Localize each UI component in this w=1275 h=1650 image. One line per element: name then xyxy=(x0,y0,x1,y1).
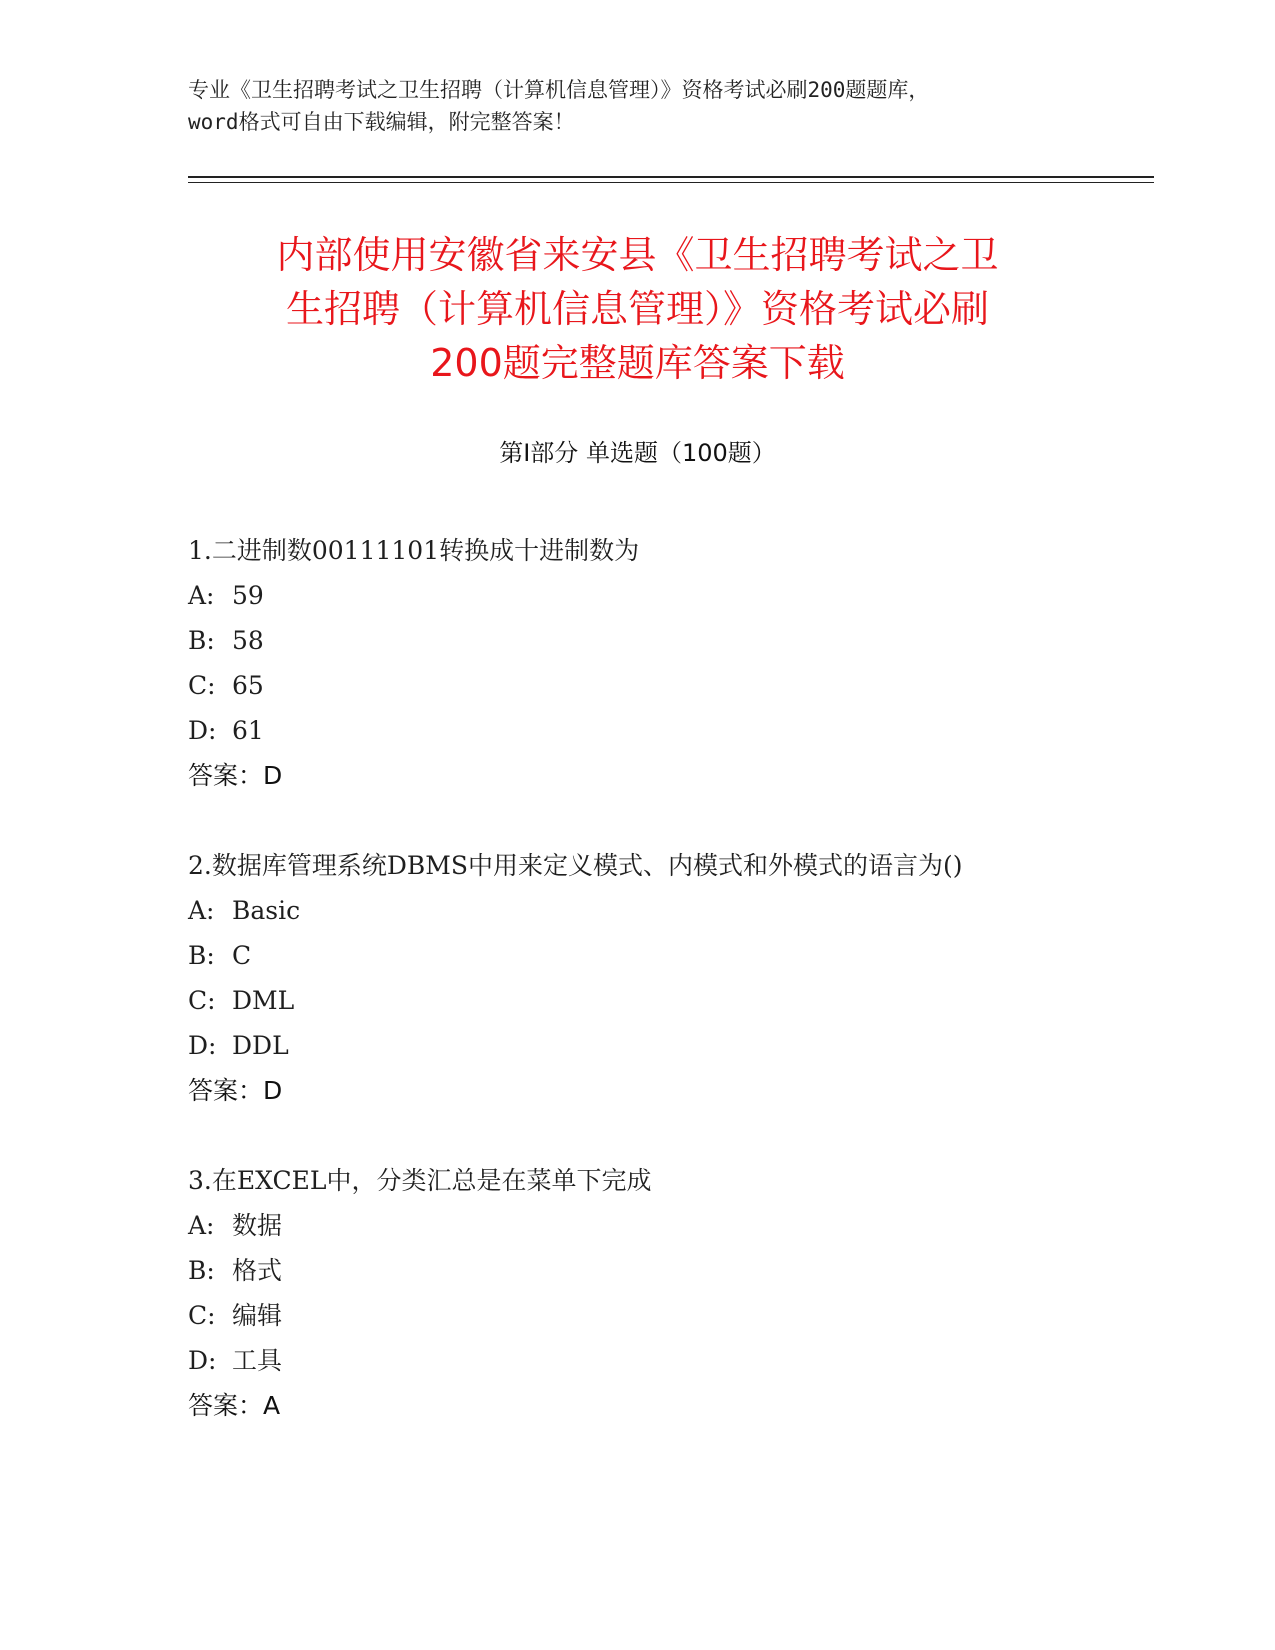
option-c xyxy=(188,1293,1088,1338)
title-line-2: 生招聘（计算机信息管理）》资格考试必刷 xyxy=(285,287,989,331)
option-d xyxy=(188,1023,1088,1068)
header-divider-thick xyxy=(188,176,1154,178)
header-line-1: 专业《卫生招聘考试之卫生招聘（计算机信息管理）》资格考试必刷200题题库， xyxy=(188,78,930,102)
title-line-3: 200题完整题库答案下载 xyxy=(430,341,845,385)
option-d xyxy=(188,1338,1088,1383)
option-label: A: xyxy=(188,896,215,925)
option-text: 59 xyxy=(232,581,264,610)
option-text: DML xyxy=(232,986,295,1015)
question-list xyxy=(188,528,1088,1473)
option-label: C: xyxy=(188,986,216,1015)
answer: 答案：D xyxy=(188,1076,283,1105)
answer: 答案：A xyxy=(188,1391,281,1420)
question-3 xyxy=(188,1158,1088,1428)
option-label: D: xyxy=(188,716,217,745)
header-line-2: word格式可自由下载编辑，附完整答案！ xyxy=(188,110,575,134)
header-divider-thin xyxy=(188,182,1154,183)
question-2 xyxy=(188,843,1088,1113)
option-a xyxy=(188,573,1088,618)
question-1 xyxy=(188,528,1088,798)
question-stem: 3.在EXCEL中，分类汇总是在菜单下完成 xyxy=(188,1166,652,1195)
option-b xyxy=(188,933,1088,978)
document-title xyxy=(160,228,1115,390)
option-d xyxy=(188,708,1088,753)
option-c xyxy=(188,663,1088,708)
option-label: C: xyxy=(188,671,216,700)
option-label: D: xyxy=(188,1346,217,1375)
title-line-1: 内部使用安徽省来安县《卫生招聘考试之卫 xyxy=(276,233,999,277)
option-label: C: xyxy=(188,1301,216,1330)
option-label: B: xyxy=(188,941,215,970)
option-b xyxy=(188,618,1088,663)
option-label: B: xyxy=(188,626,215,655)
option-label: A: xyxy=(188,581,215,610)
option-text: 数据 xyxy=(232,1211,283,1240)
document-header xyxy=(188,74,1088,138)
option-text: 工具 xyxy=(232,1346,283,1375)
option-c xyxy=(188,978,1088,1023)
option-label: D: xyxy=(188,1031,217,1060)
question-stem: 2.数据库管理系统DBMS中用来定义模式、内模式和外模式的语言为() xyxy=(188,851,963,880)
option-label: A: xyxy=(188,1211,215,1240)
option-text: C xyxy=(232,941,252,970)
section-heading: 第Ⅰ部分 单选题（100题） xyxy=(499,439,776,467)
option-text: DDL xyxy=(232,1031,289,1060)
answer: 答案：D xyxy=(188,761,283,790)
option-label: B: xyxy=(188,1256,215,1285)
option-text: 格式 xyxy=(232,1256,283,1285)
option-a xyxy=(188,1203,1088,1248)
option-text: 编辑 xyxy=(232,1301,283,1330)
option-text: Basic xyxy=(232,896,301,925)
option-text: 65 xyxy=(232,671,264,700)
question-stem: 1.二进制数00111101转换成十进制数为 xyxy=(188,536,640,565)
option-a xyxy=(188,888,1088,933)
option-b xyxy=(188,1248,1088,1293)
option-text: 58 xyxy=(232,626,264,655)
option-text: 61 xyxy=(232,716,264,745)
